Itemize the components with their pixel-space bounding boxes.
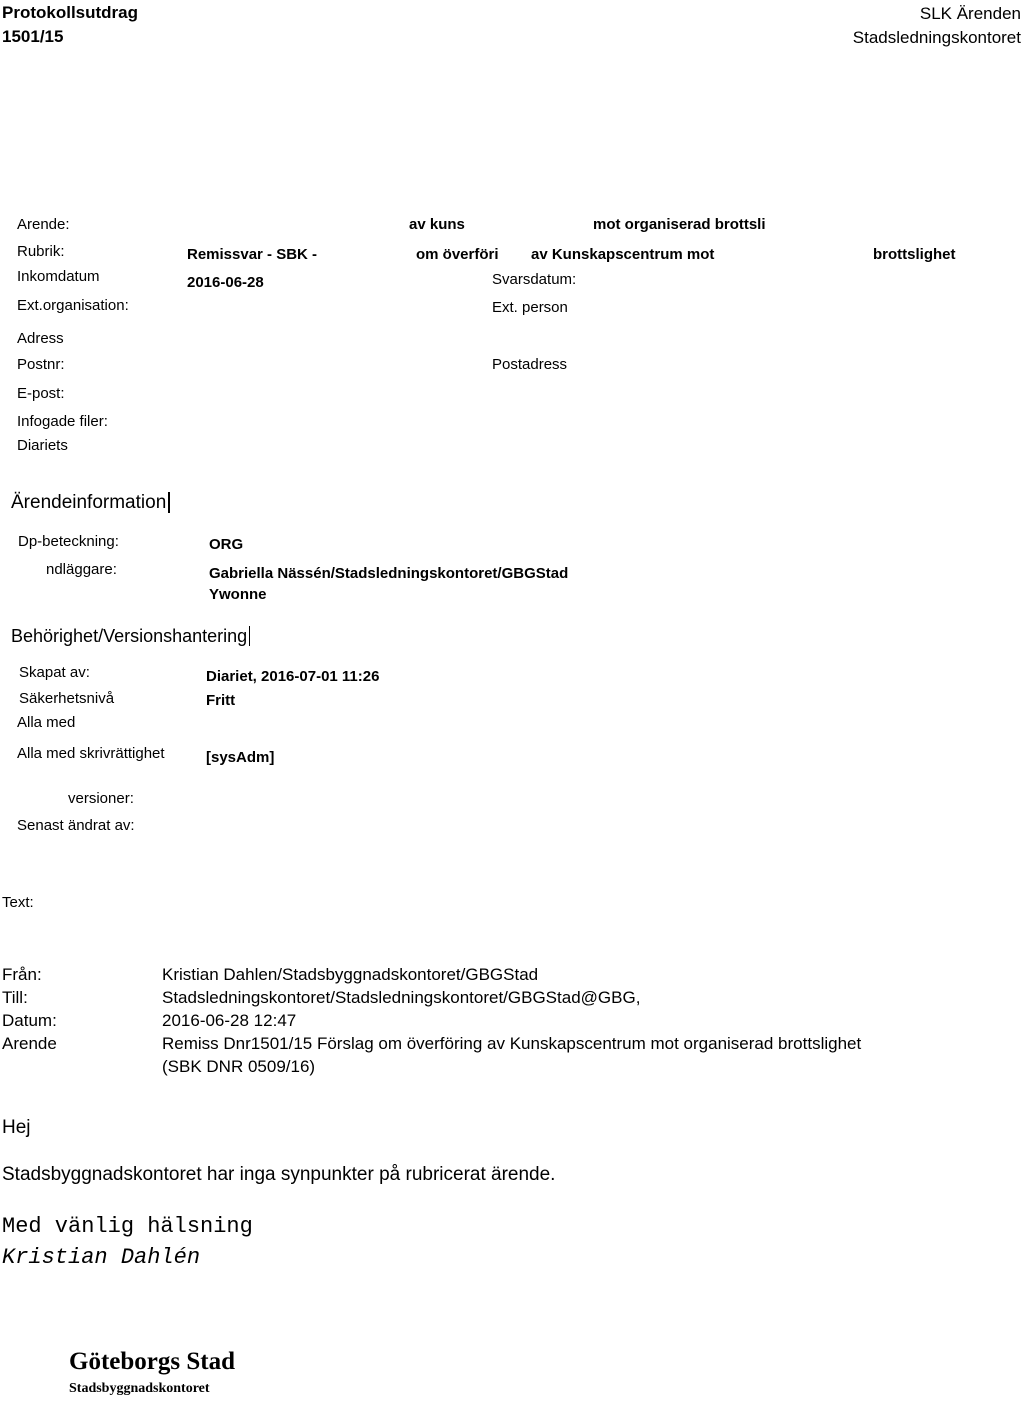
section-heading-behorighet-text: Behörighet/Versionshantering	[11, 626, 250, 646]
rubrik-value-part2: om överföri	[416, 246, 499, 263]
versioner-label: versioner:	[68, 790, 134, 807]
arende-value-cont: mot organiserad brottsli	[593, 216, 766, 233]
postnr-label: Postnr:	[17, 356, 65, 373]
section-heading-arendeinformation-text: Ärendeinformation	[11, 492, 170, 513]
rubrik-value-part3: av Kunskapscentrum mot	[531, 246, 715, 263]
email-fran-value: Kristian Dahlen/Stadsbyggnadskontoret/GBGStad	[162, 965, 539, 984]
section-heading-arendeinformation	[11, 492, 170, 514]
handlaggare-label: ndläggare:	[46, 561, 117, 578]
email-datum-value: 2016-06-28 12:47	[162, 1011, 297, 1030]
senast-andrat-label: Senast ändrat av:	[17, 817, 135, 834]
skrivrattighet-label: Alla med skrivrättighet	[17, 745, 165, 762]
extperson-label: Ext. person	[492, 299, 568, 316]
email-till-value: Stadsledningskontoret/Stadsledningskontoret/GBGStad@GBG,	[162, 988, 641, 1007]
email-arende-label: Arende	[2, 1034, 57, 1053]
email-fran-label: Från:	[2, 965, 42, 984]
diariets-label: Diariets	[17, 437, 68, 454]
email-arende-value: Remiss Dnr1501/15 Förslag om överföring av Kunskapscentrum mot organiserad brottslighet	[162, 1034, 862, 1053]
section-heading-behorighet	[11, 626, 250, 647]
message-body: Stadsbyggnadskontoret har inga synpunkter på rubricerat ärende.	[2, 1164, 556, 1185]
case-number: 1501/15	[2, 27, 64, 46]
epost-label: E-post:	[17, 385, 65, 402]
svarsdatum-label: Svarsdatum:	[492, 271, 577, 288]
infogade-filer-label: Infogade filer:	[17, 413, 108, 430]
message-closing: Med vänlig hälsning	[2, 1214, 253, 1239]
message-greeting: Hej	[2, 1117, 31, 1138]
email-arende-value-2: (SBK DNR 0509/16)	[162, 1057, 316, 1076]
database-name: SLK Ärenden	[919, 4, 1021, 23]
sakerhetsniva-label: Säkerhetsnivå	[19, 690, 115, 707]
organization-name: Stadsledningskontoret	[852, 28, 1021, 47]
rubrik-value-part4: brottslighet	[873, 246, 956, 263]
inkomdatum-label: Inkomdatum	[17, 268, 100, 285]
sakerhetsniva-value: Fritt	[206, 692, 236, 709]
adress-label: Adress	[17, 330, 64, 347]
arende-value: av kuns	[409, 216, 465, 233]
skapat-av-label: Skapat av:	[19, 664, 90, 681]
rubrik-value-part1: Remissvar - SBK -	[187, 246, 318, 263]
logo-goteborgs-stad: Göteborgs Stad	[69, 1348, 235, 1375]
email-till-label: Till:	[2, 988, 28, 1007]
skrivrattighet-value: [sysAdm]	[206, 749, 275, 766]
postadress-label: Postadress	[492, 356, 568, 373]
rubrik-label: Rubrik:	[17, 243, 65, 260]
logo-stadsbyggnadskontoret: Stadsbyggnadskontoret	[69, 1381, 210, 1396]
dp-beteckning-value: ORG	[209, 536, 244, 553]
handlaggare-value: Gabriella Nässén/Stadsledningskontoret/GBGStad	[209, 565, 569, 582]
arende-label: Arende:	[17, 216, 70, 233]
dp-beteckning-label: Dp-beteckning:	[18, 533, 119, 550]
message-signature: Kristian Dahlén	[2, 1245, 201, 1270]
text-label: Text:	[2, 894, 34, 911]
extorg-label: Ext.organisation:	[17, 297, 129, 314]
handlaggare-value-2: Ywonne	[209, 586, 267, 603]
skapat-av-value: Diariet, 2016-07-01 11:26	[206, 668, 380, 685]
email-datum-label: Datum:	[2, 1011, 57, 1030]
document-type: Protokollsutdrag	[2, 3, 139, 22]
inkomdatum-value: 2016-06-28	[187, 274, 264, 291]
alla-med-label: Alla med	[17, 714, 76, 731]
